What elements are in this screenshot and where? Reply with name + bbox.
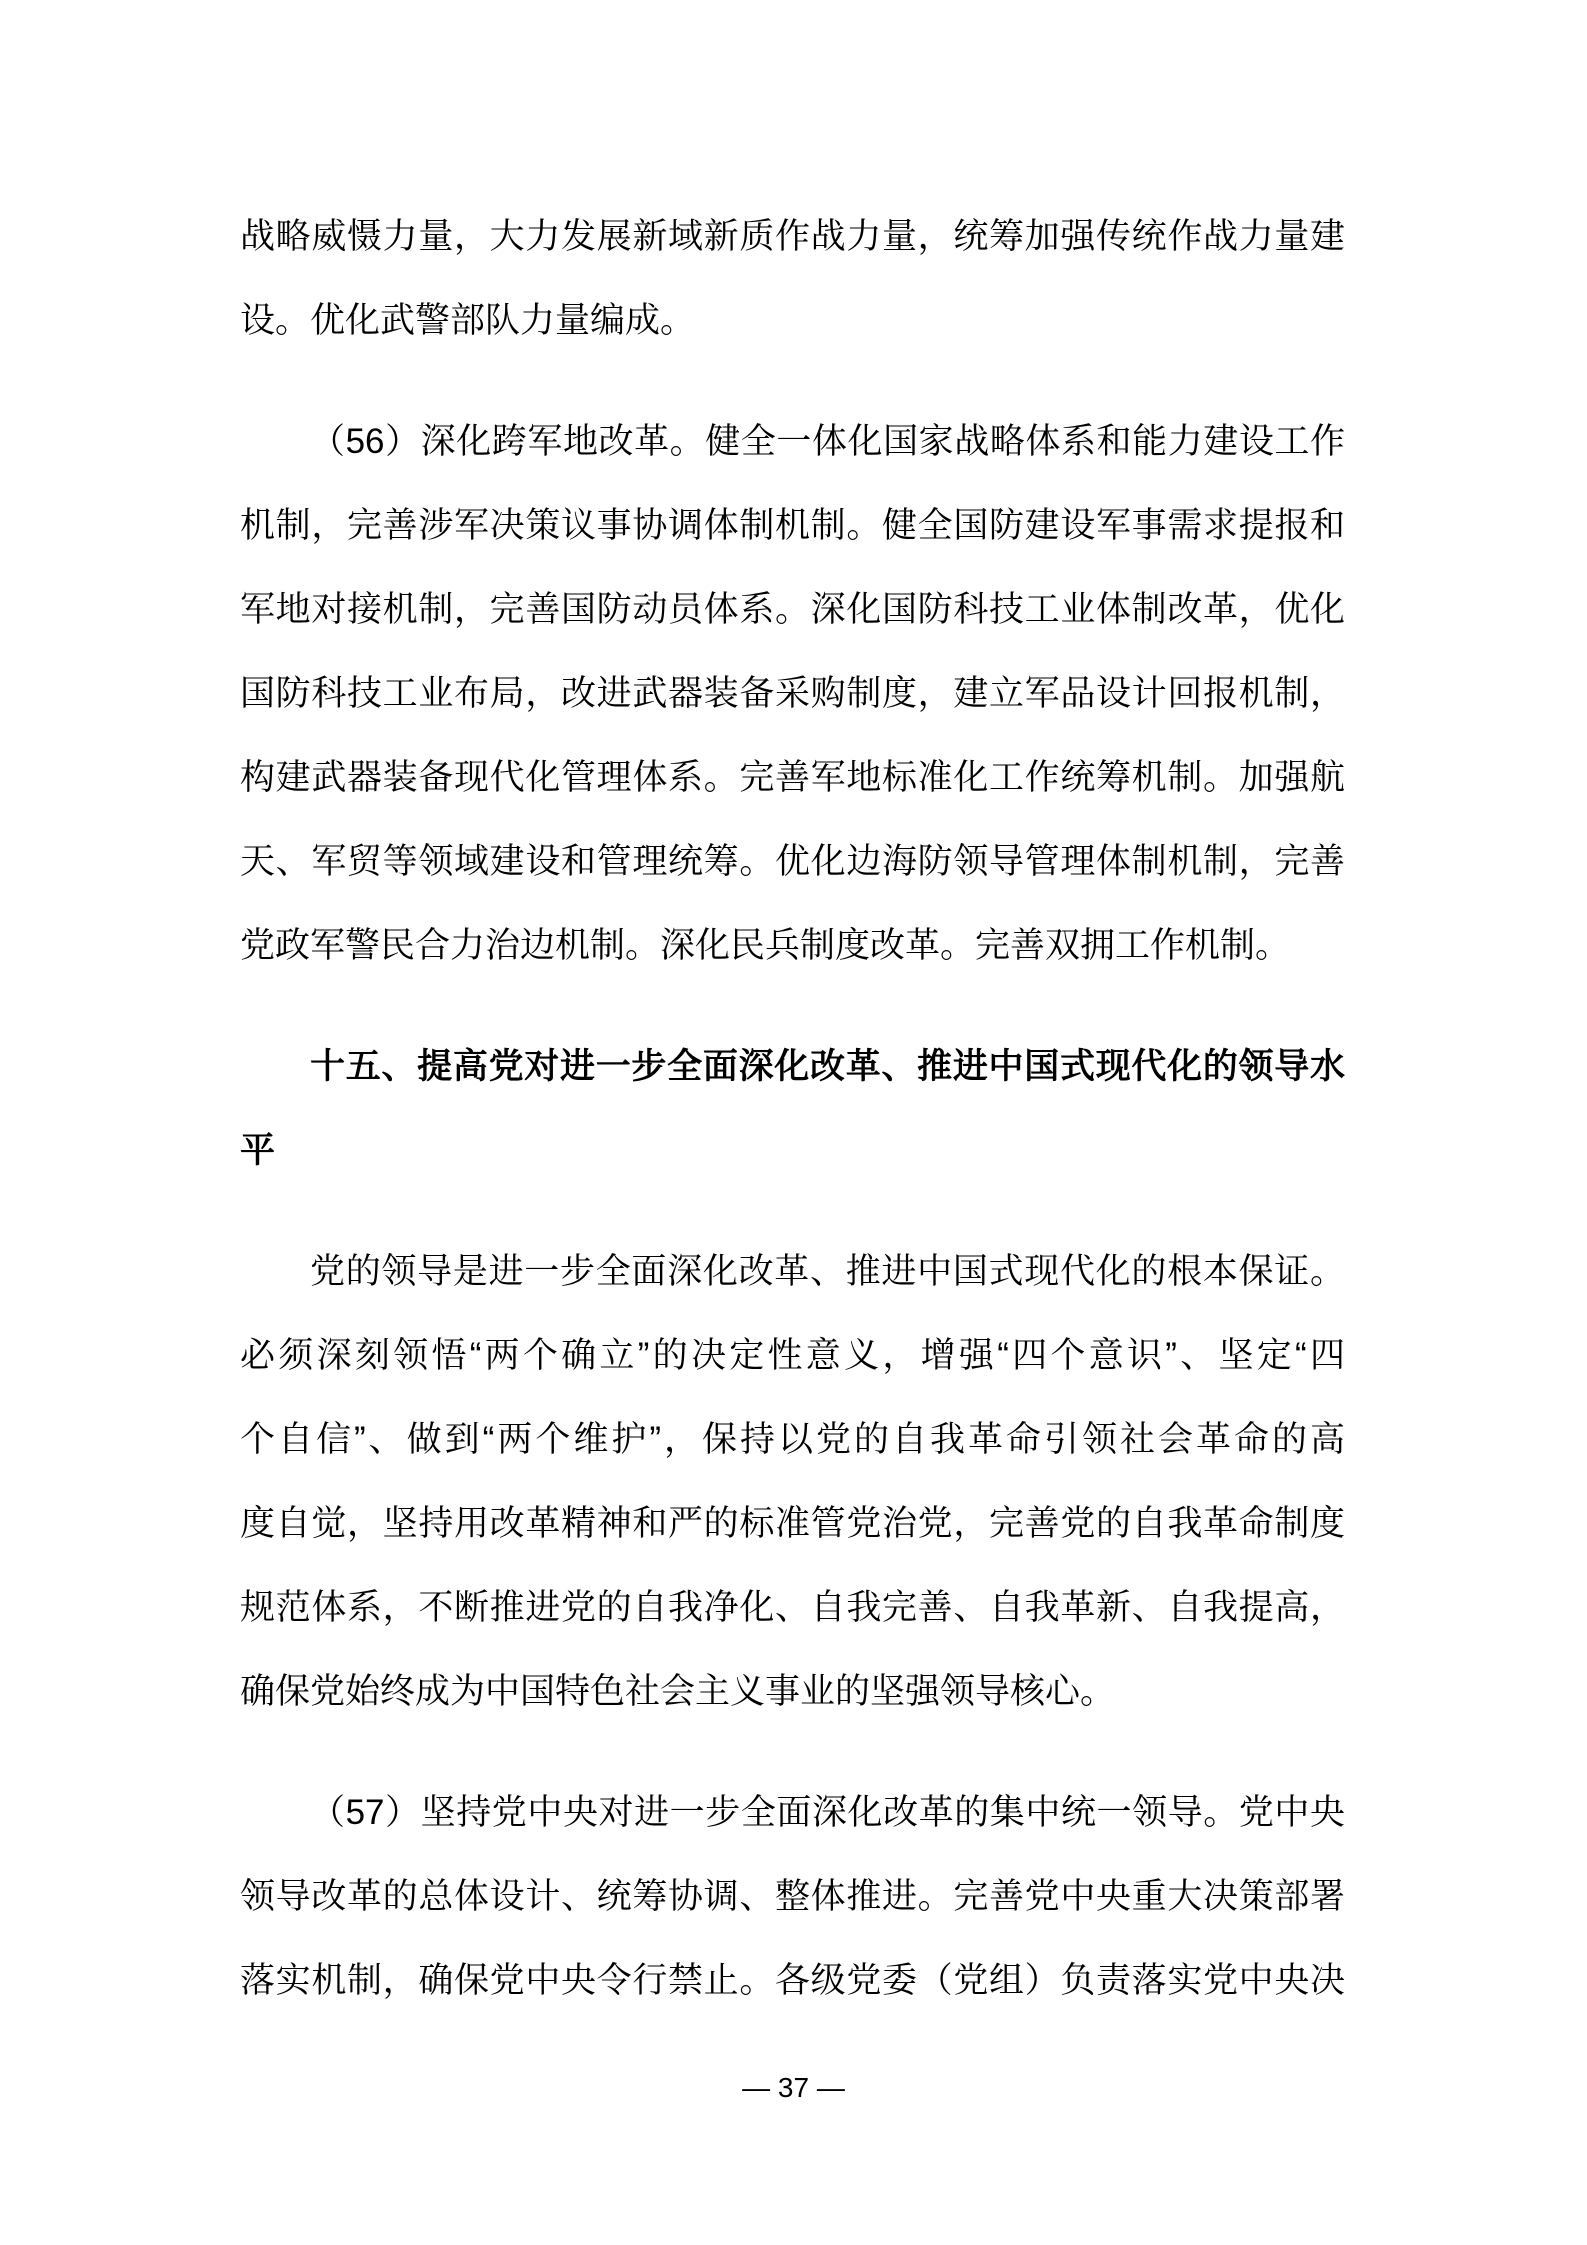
paragraph-57 [240,1771,1345,2023]
text-line: 党政军警民合力治边机制。深化民兵制度改革。完善双拥工作机制。 [240,926,1291,965]
text-line: 十五、提高党对进一步全面深化改革、推进中国式现代化的领导水 [310,1047,1345,1086]
text-line: 规范体系，不断推进党的自我净化、自我完善、自我革新、自我提高， [240,1588,1345,1627]
text-line: 构建武器装备现代化管理体系。完善军地标准化工作统筹机制。加强航 [240,758,1345,797]
text-line: 必须深刻领悟“两个确立”的决定性意义，增强“四个意识”、坚定“四 [240,1336,1345,1375]
text-line: 个自信”、做到“两个维护”，保持以党的自我革命引领社会革命的高 [240,1420,1345,1459]
text-line: 军地对接机制，完善国防动员体系。深化国防科技工业体制改革，优化 [240,590,1345,629]
text-line: 机制，完善涉军决策议事协调体制机制。健全国防建设军事需求提报和 [240,506,1345,545]
document-body [240,195,1345,2023]
text-line: （57）坚持党中央对进一步全面深化改革的集中统一领导。党中央 [310,1793,1345,1832]
paragraph-party-leadership [240,1230,1345,1734]
text-line: 落实机制，确保党中央令行禁止。各级党委（党组）负责落实党中央决 [240,1961,1345,2000]
page-number: — 37 — [742,2072,845,2103]
text-line: 天、军贸等领域建设和管理统筹。优化边海防领导管理体制机制，完善 [240,842,1345,881]
text-line: 领导改革的总体设计、统筹协调、整体推进。完善党中央重大决策部署 [240,1877,1345,1916]
paragraph-56 [240,400,1345,988]
text-line: 战略威慑力量，大力发展新域新质作战力量，统筹加强传统作战力量建 [240,217,1345,256]
section-heading-15 [240,1025,1345,1193]
text-line: （56）深化跨军地改革。健全一体化国家战略体系和能力建设工作 [310,422,1345,461]
text-line: 平 [240,1131,276,1170]
text-line: 党的领导是进一步全面深化改革、推进中国式现代化的根本保证。 [310,1252,1345,1291]
text-line: 国防科技工业布局，改进武器装备采购制度，建立军品设计回报机制， [240,674,1345,713]
text-line: 度自觉，坚持用改革精神和严的标准管党治党，完善党的自我革命制度 [240,1504,1345,1543]
text-line: 设。优化武警部队力量编成。 [240,301,696,340]
paragraph-55-continuation [240,195,1345,363]
text-line: 确保党始终成为中国特色社会主义事业的坚强领导核心。 [240,1672,1116,1711]
